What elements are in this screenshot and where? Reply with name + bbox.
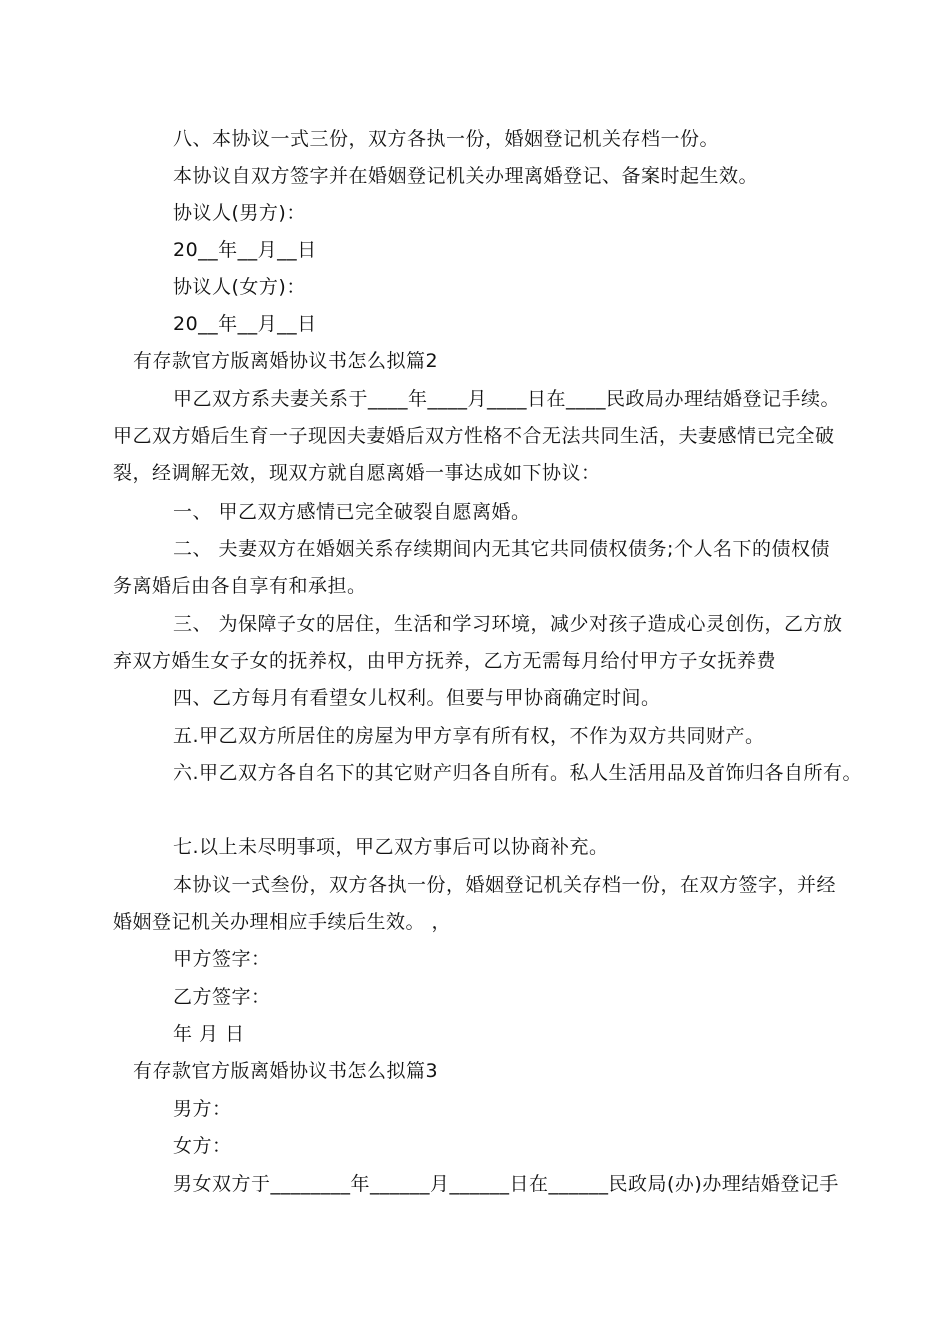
closing-paragraph-line: 本协议一式叁份，双方各执一份，婚姻登记机关存档一份，在双方签字，并经 bbox=[173, 874, 837, 896]
section-heading-3: 有存款官方版离婚协议书怎么拟篇3 bbox=[133, 1060, 439, 1082]
date-line: 20__年__月__日 bbox=[173, 313, 317, 335]
clause-3-line: 三、 为保障子女的居住，生活和学习环境，减少对孩子造成心灵创伤，乙方放 bbox=[173, 613, 843, 635]
clause-1: 一、 甲乙双方感情已完全破裂自愿离婚。 bbox=[173, 501, 531, 523]
marriage-registration-line: 男女双方于________年______月______日在______民政局(办)办理结婚登记手 bbox=[173, 1173, 839, 1195]
date-line: 年 月 日 bbox=[173, 1023, 245, 1045]
male-party-label: 男方： bbox=[173, 1098, 232, 1120]
signatory-male-label: 协议人(男方)： bbox=[173, 202, 306, 224]
section-heading-2: 有存款官方版离婚协议书怎么拟篇2 bbox=[133, 350, 439, 372]
female-party-label: 女方： bbox=[173, 1135, 232, 1157]
intro-paragraph-line: 甲乙双方婚后生育一子现因夫妻婚后双方性格不合无法共同生活，夫妻感情已完全破 bbox=[113, 425, 835, 447]
clause-3-line: 弃双方婚生女子女的抚养权，由甲方抚养，乙方无需每月给付甲方子女抚养费 bbox=[113, 650, 777, 672]
clause-7: 七.以上未尽明事项，甲乙双方事后可以协商补充。 bbox=[173, 836, 609, 858]
clause-5: 五.甲乙双方所居住的房屋为甲方享有所有权，不作为双方共同财产。 bbox=[173, 725, 765, 747]
clause-6: 六.甲乙双方各自名下的其它财产归各自所有。私人生活用品及首饰归各自所有。 bbox=[173, 762, 863, 784]
party-a-signature-label: 甲方签字： bbox=[173, 948, 271, 970]
clause-2-line: 二、 夫妻双方在婚姻关系存续期间内无其它共同债权债务;个人名下的债权债 bbox=[173, 538, 830, 560]
closing-paragraph-line: 婚姻登记机关办理相应手续后生效。 ， bbox=[113, 911, 452, 933]
clause-2-line: 务离婚后由各自享有和承担。 bbox=[113, 575, 367, 597]
party-b-signature-label: 乙方签字： bbox=[173, 986, 271, 1008]
date-line: 20__年__月__日 bbox=[173, 239, 317, 261]
clause-8: 八、本协议一式三份，双方各执一份，婚姻登记机关存档一份。 bbox=[173, 128, 720, 150]
clause-4: 四、乙方每月有看望女儿权利。但要与甲协商确定时间。 bbox=[173, 687, 661, 709]
intro-paragraph-line: 裂，经调解无效，现双方就自愿离婚一事达成如下协议： bbox=[113, 462, 601, 484]
intro-paragraph-line: 甲乙双方系夫妻关系于____年____月____日在____民政局办理结婚登记手续。 bbox=[173, 388, 841, 410]
effective-statement: 本协议自双方签字并在婚姻登记机关办理离婚登记、备案时起生效。 bbox=[173, 165, 759, 187]
signatory-female-label: 协议人(女方)： bbox=[173, 276, 306, 298]
